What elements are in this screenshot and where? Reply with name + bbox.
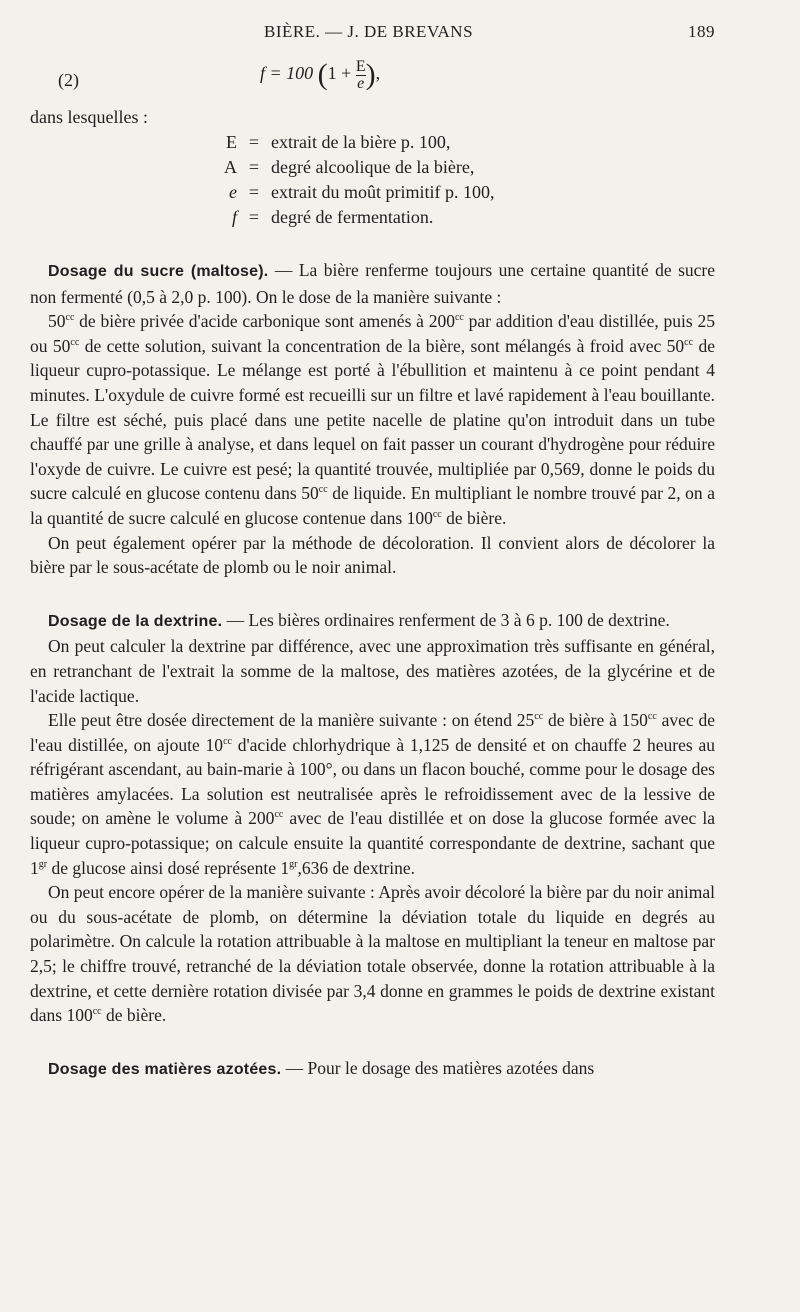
text-run: de liquide. En multipliant le nombre trouvé par 2, on a la quantité de sucre calculé en glucose contenue dans 100 <box>30 483 715 528</box>
definition-text: extrait de la bière p. 100, <box>271 132 451 152</box>
text-run: de liqueur cupro-potassique. Le mélange est porté à l'ébullition et maintenu à ce point pendant 4 minutes. L'oxydule de cuivre formé est recueilli sur un filtre et lavé rapidement à l'eau bouillante. Le filtre est séché, puis placé dans une petite nacelle de platine qu'on introduit dans un tube chauffé par une grille à analyse, et dans lequel on fait passer un courant d'hydrogène pour réduire l'oxyde de cuivre. Le cuivre est pesé; la quantité trouvée, multipliée par 0,569, donne le poids du sucre calculé en glucose contenu dans 50 <box>30 335 715 504</box>
unit-superscript: cc <box>274 809 284 821</box>
formula-one: 1 + <box>327 63 352 84</box>
section-heading-sucre: Dosage du sucre (maltose). <box>48 263 269 280</box>
unit-superscript: gr <box>289 858 298 870</box>
definition-symbol: f <box>231 207 237 227</box>
paragraph-dextrine-direct <box>30 708 715 880</box>
formula-expression: f = 100 (1 + $\frac{E}{e}$ ), <box>260 57 381 92</box>
text-run: de cette solution, suivant la concentration de la bière, sont mélangés à froid avec 50 <box>79 335 685 356</box>
section-dextrine-intro <box>30 608 715 635</box>
definition-equals: = <box>248 157 260 177</box>
unit-superscript: cc <box>684 336 694 348</box>
unit-superscript: cc <box>432 509 442 521</box>
text-run: par addition d'eau distillée, puis 25 ou 50 <box>30 311 715 356</box>
definition-equals: = <box>248 182 260 202</box>
text-run: ,636 de dextrine. <box>297 857 416 878</box>
section-heading-azotees: Dosage des matières azotées. <box>48 1060 282 1078</box>
definition-equals: = <box>248 132 260 152</box>
definition-row <box>30 205 715 230</box>
unit-superscript: gr <box>38 858 48 870</box>
unit-superscript: cc <box>318 484 328 496</box>
unit-superscript: cc <box>534 711 544 723</box>
main-text <box>30 258 715 1082</box>
page-number: 189 <box>688 22 715 41</box>
text-run: Elle peut être dosée directement de la manière suivante : on étend 25 <box>48 710 535 731</box>
definitions-list <box>30 130 715 230</box>
text-run: avec de l'eau distillée, on ajoute 10 <box>30 710 715 755</box>
formula-numerator: E <box>355 57 366 75</box>
running-title: BIÈRE. — J. DE BREVANS <box>264 22 474 41</box>
formula-denominator: e <box>357 74 365 92</box>
section-gap <box>30 1028 715 1056</box>
definition-row <box>30 155 715 180</box>
text-run: de bière privée d'acide carbonique sont amenés à 200 <box>74 311 455 332</box>
paragraph-dextrine-polarimetre <box>30 880 715 1028</box>
definition-text: extrait du moût primitif p. 100, <box>271 182 495 202</box>
unit-superscript: cc <box>647 711 657 723</box>
text-run: On peut encore opérer de la manière suivante : Après avoir décoloré la bière par du noir animal ou du sous-acétate de plomb, on détermine la déviation totale du liquide en degrés au polarimètre. On calcule la rotation attribuable à la maltose en multipliant la teneur en maltose par 2,5; le chiffre trouvé, retranché de la déviation totale observée, donne la rotation attribuable à la dextrine, et cette dernière rotation divisée par 3,4 donne en grammes le poids de dextrine existant dans 100 <box>30 882 715 1026</box>
text-run: de glucose ainsi dosé représente 1 <box>47 857 290 878</box>
paragraph-dextrine-difference: On peut calculer la dextrine par différence, avec une approximation très suffisante en général, en retranchant de l'extrait la somme de la maltose, des matières azotées, de la glycérine et de l'acide lactique. <box>30 636 715 706</box>
section-azotees-intro <box>30 1056 715 1083</box>
text-run: 50 <box>48 311 66 332</box>
text-run: avec de l'eau distillée et on dose la glucose formée avec la liqueur cupro-potassique; on calcule ensuite la quantité correspondante de dextrine, sachant que 1 <box>30 808 715 878</box>
unit-superscript: cc <box>223 735 232 747</box>
definition-equals: = <box>248 207 260 227</box>
definition-row <box>30 180 715 205</box>
text-run: de bière. <box>101 1005 167 1026</box>
definition-row <box>30 130 715 155</box>
formula-tail: , <box>375 63 381 84</box>
definition-symbol: e <box>229 182 237 202</box>
paragraph-text: — Pour le dosage des matières azotées dans <box>281 1057 595 1078</box>
intro-text: dans lesquelles : <box>30 107 148 127</box>
unit-superscript: cc <box>70 336 80 348</box>
formula-label: (2) <box>58 70 79 90</box>
running-header <box>30 22 715 46</box>
paragraph-text: — La bière renferme toujours une certaine quantité de sucre non fermenté (0,5 à 2,0 p. 100). On le dose de la manière suivante : <box>30 260 716 307</box>
definition-text: degré alcoolique de la bière, <box>271 157 475 177</box>
paragraph-sucre-decoloration: On peut également opérer par la méthode de décoloration. Il convient alors de décolorer la bière par le sous-acétate de plomb ou le noir animal. <box>30 532 715 578</box>
unit-superscript: cc <box>65 312 75 324</box>
formula-fraction <box>356 59 366 92</box>
text-run: de bière. <box>441 507 507 528</box>
unit-superscript: cc <box>92 1006 102 1018</box>
formula-lhs: f = 100 <box>260 63 314 84</box>
text-run: de bière à 150 <box>543 710 648 731</box>
definition-symbol: E <box>226 132 237 152</box>
section-gap <box>30 580 715 608</box>
unit-superscript: cc <box>454 312 464 324</box>
section-sucre-intro <box>30 258 715 309</box>
text-run: d'acide chlorhydrique à 1,125 de densité et on chauffe 2 heures au réfrigérant ascendant, au bain-marie à 100°, ou dans un flacon bouché, comme pour le dosage des matières amylacées. La solution est neutralisée après le refroidissement avec de la lessive de soude; on amène le volume à 200 <box>30 734 716 829</box>
definition-text: degré de fermentation. <box>271 207 434 227</box>
paragraph-sucre-method <box>30 309 715 530</box>
definition-symbol: A <box>224 157 237 177</box>
section-heading-dextrine: Dosage de la dextrine. <box>48 612 223 630</box>
paragraph-text: — Les bières ordinaires renferment de 3 à 6 p. 100 de dextrine. <box>222 609 670 630</box>
